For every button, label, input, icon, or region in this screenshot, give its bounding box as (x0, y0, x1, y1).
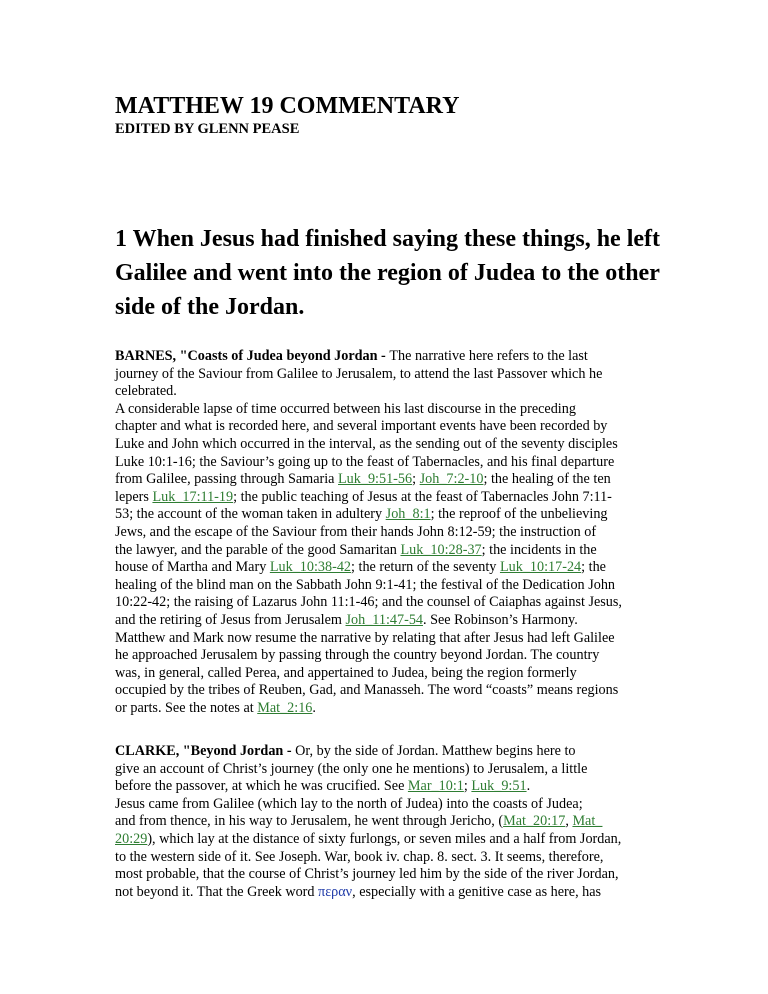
text-line (115, 594, 655, 612)
page-title: MATTHEW 19 COMMENTARY (115, 93, 460, 119)
scripture-reference-link[interactable]: Mat_ (572, 813, 603, 830)
text-line (115, 647, 655, 665)
text-line (115, 454, 655, 472)
scripture-reference-link[interactable]: Mat_20:17 (503, 813, 566, 830)
text-run: ; the reproof of the unbelieving (430, 506, 608, 523)
text-run: healing of the blind man on the Sabbath John 9:1-41; the festival of the Dedication John (115, 576, 616, 593)
text-run: occupied by the tribes of Reuben, Gad, and Manasseh. The word “coasts” means regions (115, 682, 619, 699)
text-line (115, 682, 655, 700)
text-run: ; the (581, 559, 606, 576)
clarke-commentary (115, 743, 655, 901)
text-line (115, 884, 655, 902)
scripture-reference-link[interactable]: Luk_9:51 (471, 778, 527, 795)
scripture-reference-link[interactable]: Joh_8:1 (385, 506, 431, 523)
text-run: to the western side of it. See Joseph. War, book iv. chap. 8. sect. 3. It seems, therefore, (115, 848, 604, 865)
text-run: A considerable lapse of time occurred between his last discourse in the preceding (115, 400, 576, 417)
scripture-reference-link[interactable]: Joh_7:2-10 (419, 471, 484, 488)
commentary-heading: BARNES, "Coasts of Judea beyond Jordan - (115, 348, 390, 364)
text-line (115, 489, 655, 507)
verse-heading: 1 When Jesus had finished saying these things, he left Galilee and went into the region of Judea to the other side of the Jordan. (115, 226, 660, 320)
scripture-reference-link[interactable]: Luk_9:51-56 (338, 471, 413, 488)
text-line (115, 630, 655, 648)
text-line (115, 813, 655, 831)
scripture-reference-link[interactable]: Joh_11:47-54 (345, 611, 424, 628)
text-run: ; (412, 471, 420, 488)
text-run: ; the public teaching of Jesus at the feast of Tabernacles John 7:11- (233, 488, 612, 505)
text-run: ; the return of the seventy (351, 559, 500, 576)
text-line (115, 743, 655, 761)
text-run: or parts. See the notes at (115, 699, 258, 716)
text-line (115, 866, 655, 884)
text-run: . See Robinson’s Harmony. (423, 611, 578, 628)
text-line (115, 559, 655, 577)
text-line (115, 849, 655, 867)
text-run: , (565, 813, 573, 830)
text-run: before the passover, at which he was crucified. See (115, 778, 408, 795)
text-line (115, 436, 655, 454)
text-line (115, 700, 655, 718)
text-run: Luke and John which occurred in the interval, as the sending out of the seventy disciples (115, 435, 618, 452)
commentary-heading: CLARKE, "Beyond Jordan - (115, 743, 296, 759)
text-line (115, 665, 655, 683)
text-run: house of Martha and Mary (115, 559, 270, 576)
text-line (115, 471, 655, 489)
text-line (115, 348, 655, 366)
text-run: ), which lay at the distance of sixty furlongs, or seven miles and a half from Jordan, (147, 830, 622, 847)
text-line (115, 612, 655, 630)
text-run: was, in general, called Perea, and appertained to Judea, being the region formerly (115, 664, 577, 681)
text-run: the lawyer, and the parable of the good Samaritan (115, 541, 401, 558)
text-run: ; (463, 778, 472, 795)
text-line (115, 831, 655, 849)
text-run: and the retiring of Jesus from Jerusalem (115, 611, 346, 628)
text-line (115, 778, 655, 796)
text-line (115, 524, 655, 542)
text-run: ; the incidents in the (481, 541, 597, 558)
text-run: chapter and what is recorded here, and several important events have been recorded by (115, 418, 608, 435)
text-run: 10:22-42; the raising of Lazarus John 11:1-46; and the counsel of Caiaphas against Jesus, (115, 594, 622, 611)
text-run: The narrative here refers to the last (389, 348, 588, 364)
text-run: Or, by the side of Jordan. Matthew begins here to (295, 743, 576, 759)
text-line (115, 796, 655, 814)
text-run: from Galilee, passing through Samaria (115, 471, 339, 488)
text-run: celebrated. (115, 383, 177, 400)
text-run: he approached Jerusalem by passing through the country beyond Jordan. The country (115, 647, 600, 664)
text-line (115, 542, 655, 560)
barnes-commentary (115, 348, 655, 717)
text-line (115, 383, 655, 401)
text-run: . (312, 699, 316, 716)
scripture-reference-link[interactable]: Luk_10:17-24 (499, 559, 582, 576)
text-run: Jews, and the escape of the Saviour from their hands John 8:12-59; the instruction of (115, 523, 597, 540)
text-line (115, 577, 655, 595)
text-run: lepers (115, 488, 153, 505)
text-run: Jesus came from Galilee (which lay to the north of Judea) into the coasts of Judea; (115, 795, 583, 812)
page-subtitle: EDITED BY GLENN PEASE (115, 121, 300, 137)
text-run: . (526, 778, 531, 795)
scripture-reference-link[interactable]: Mat_2:16 (257, 699, 313, 716)
text-line (115, 366, 655, 384)
text-run: give an account of Christ’s journey (the only one he mentions) to Jerusalem, a little (115, 760, 588, 777)
text-run: , especially with a genitive case as here, has (352, 883, 602, 900)
scripture-reference-link[interactable]: Luk_10:28-37 (400, 541, 482, 558)
scripture-reference-link[interactable]: 20:29 (115, 830, 148, 847)
text-line (115, 506, 655, 524)
greek-word: περαν (318, 883, 353, 900)
text-line (115, 418, 655, 436)
text-run: 53; the account of the woman taken in adultery (115, 506, 386, 523)
text-run: not beyond it. That the Greek word (115, 883, 319, 900)
text-run: Matthew and Mark now resume the narrative by relating that after Jesus had left Galilee (115, 629, 615, 646)
text-run: most probable, that the course of Christ’s journey led him by the side of the river Jordan, (115, 866, 619, 883)
text-run: ; the healing of the ten (483, 471, 611, 488)
scripture-reference-link[interactable]: Mar_10:1 (407, 778, 464, 795)
text-line (115, 761, 655, 779)
scripture-reference-link[interactable]: Luk_17:11-19 (152, 488, 234, 505)
text-run: and from thence, in his way to Jerusalem, he went through Jericho, ( (115, 813, 504, 830)
text-line (115, 401, 655, 419)
scripture-reference-link[interactable]: Luk_10:38-42 (269, 559, 352, 576)
text-run: Luke 10:1-16; the Saviour’s going up to the feast of Tabernacles, and his final departure (115, 453, 615, 470)
text-run: journey of the Saviour from Galilee to Jerusalem, to attend the last Passover which he (115, 365, 603, 382)
